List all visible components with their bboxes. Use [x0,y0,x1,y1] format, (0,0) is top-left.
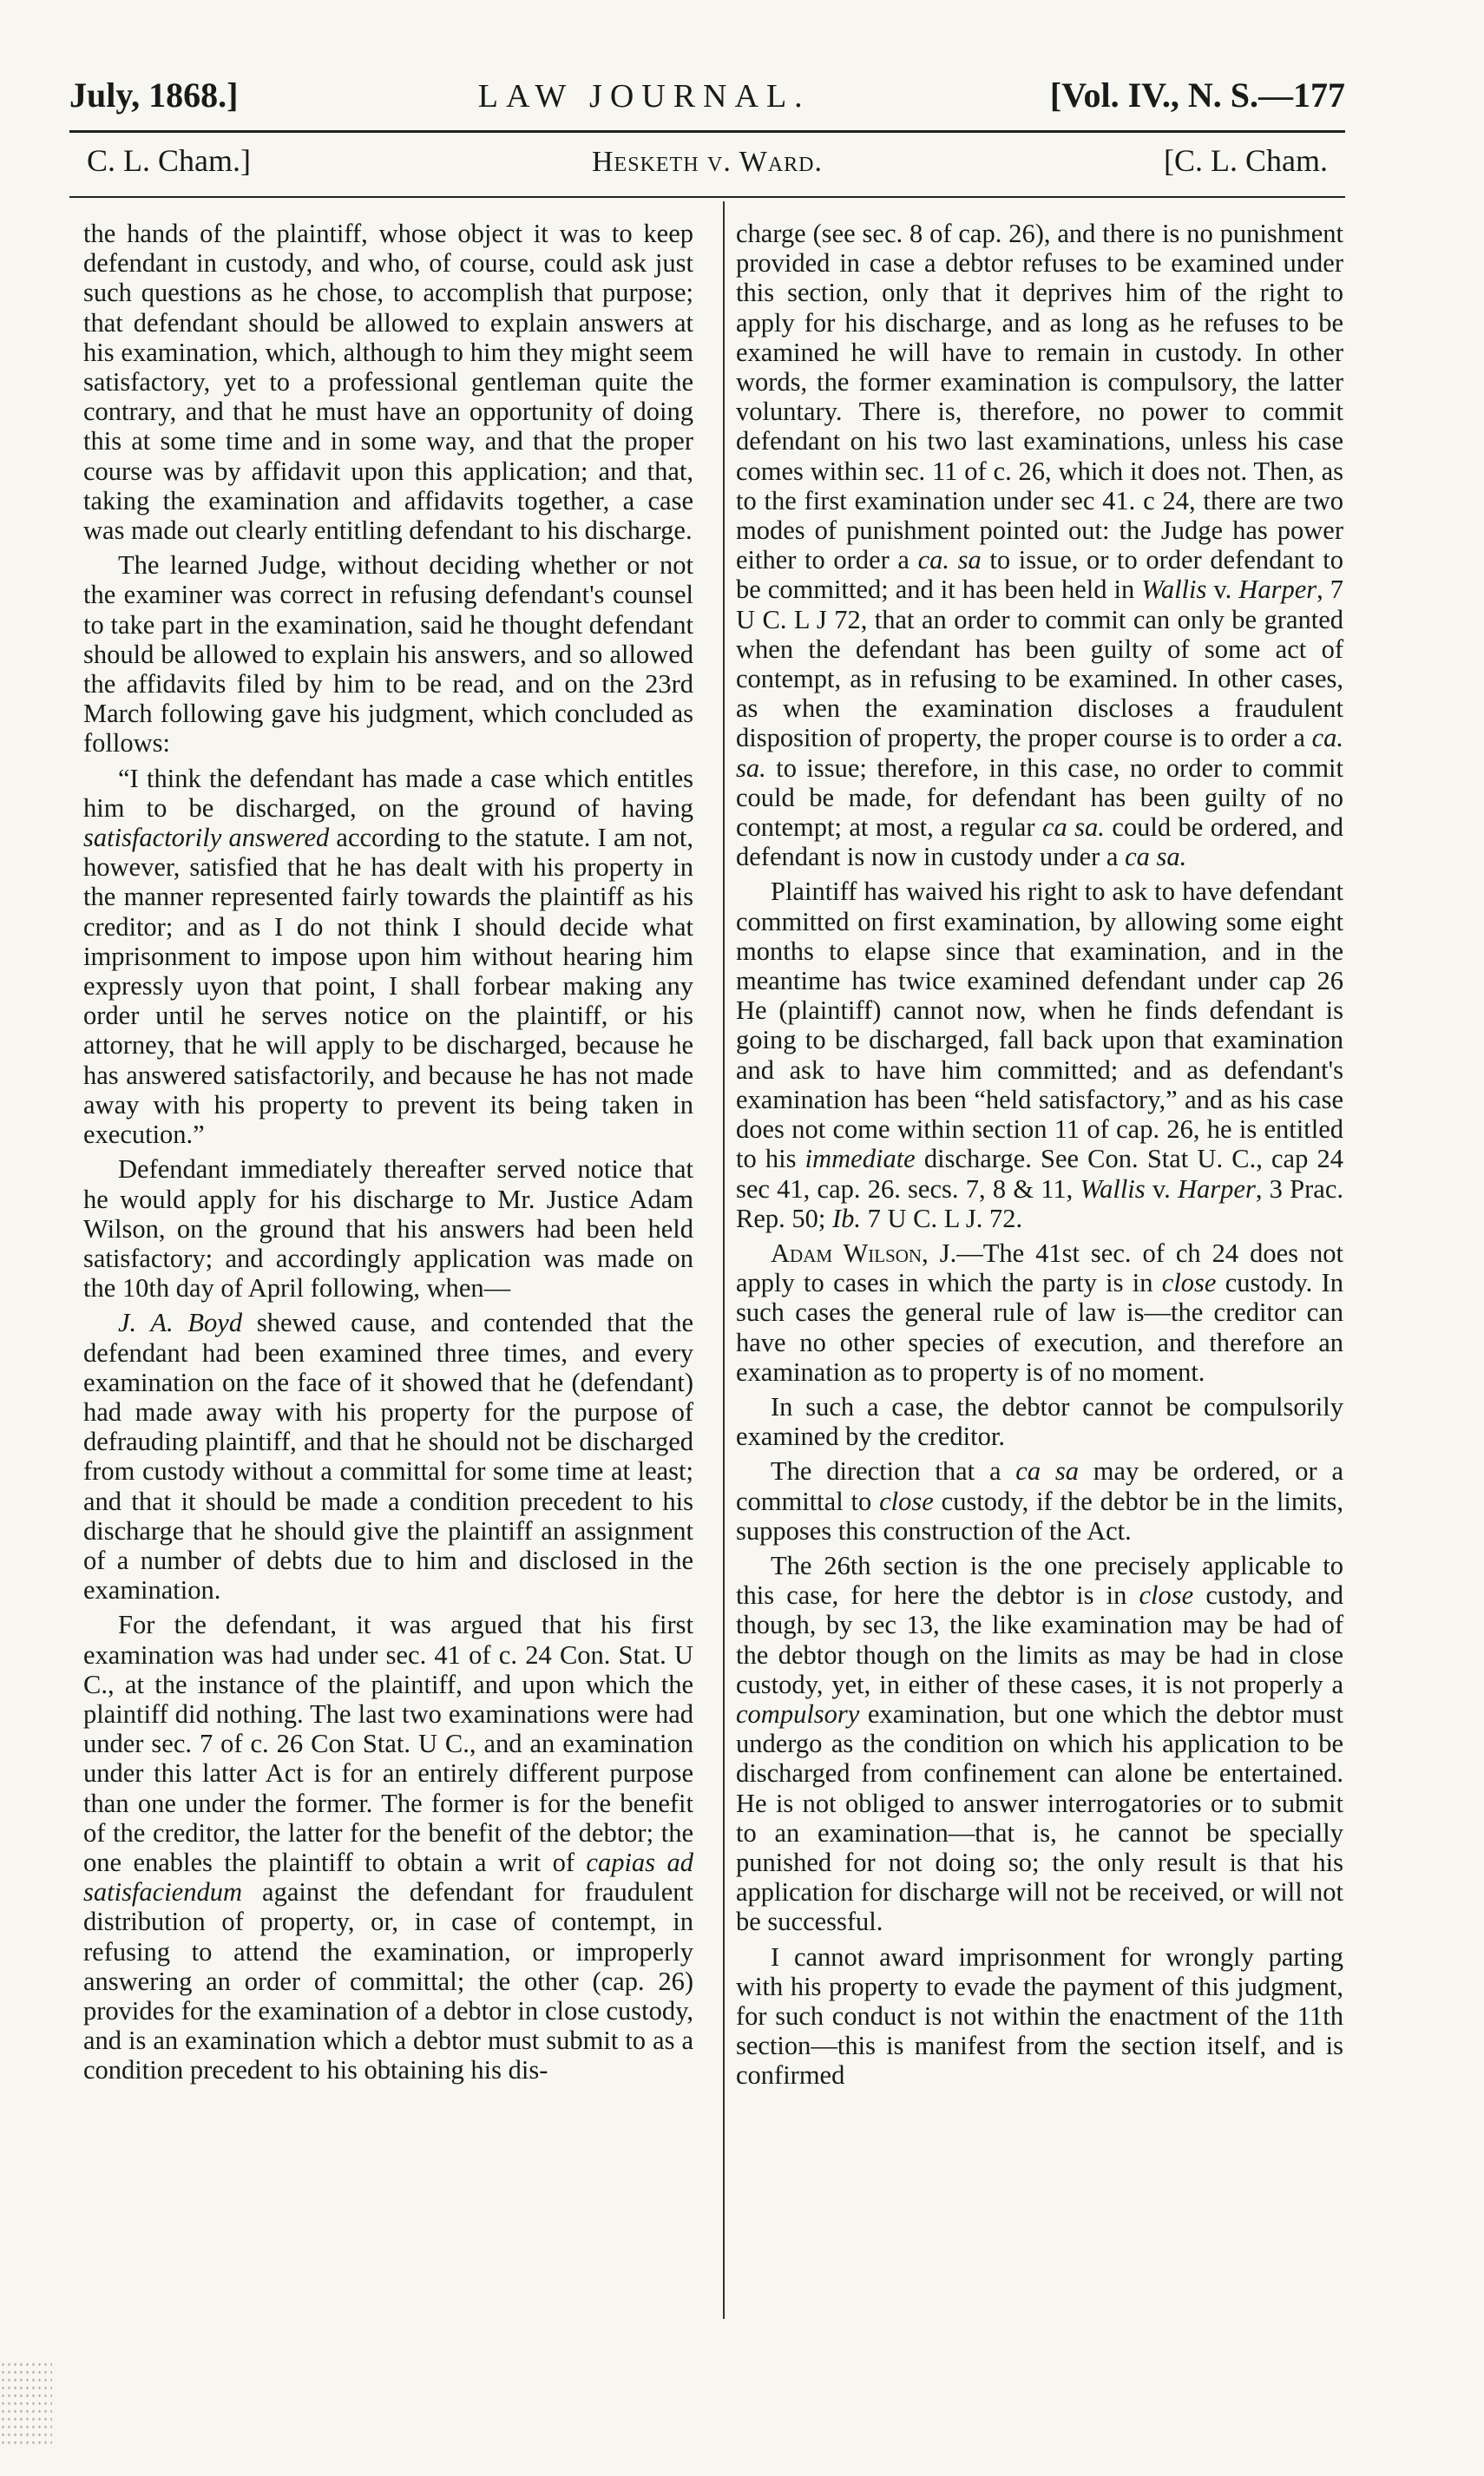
text-run: v. [1145,1173,1179,1204]
left-column [83,219,693,2091]
paragraph: I cannot award imprisonment for wrongly parting with his property to evade the payment of this judgment, for such conduct is not within the enactment of the 11th section—this is manifest from the section itself, and is confirmed [736,1941,1343,2091]
issue-date: July, 1868.] [69,76,239,115]
running-head [69,75,1345,115]
right-column [736,219,1343,2096]
text-run: v. [1206,575,1239,605]
italic-run: ca sa [1015,1456,1079,1487]
italic-run: ca sa. [1041,812,1105,843]
italic-run: close [1161,1268,1217,1298]
paper-speckle [0,2361,52,2447]
text-run: Plaintiff has waived his right to ask to have defendant committed on first examination, by allowing some eight months to elapse since that examination, and in the meantime has twice examined defendant under cap 26 He (plaintiff) cannot now, when he finds defendant is going to be discharged, fall back upon that examination and ask to have him committed; and as defendant's examination has been “held satisfactory,” and as his case does not come within section 11 of cap. 26, he is entitled to his [736,877,1343,1174]
header-rule [69,130,1345,133]
text-run: shewed cause, and contended that the defendant had been examined three times, and every examination on the face of it showed that he (defendant) had made away with his property for the purpose of defrauding plaintiff, and that he should not be discharged from custody without a committal for some time at least; and that it should be made a condition precedent to his discharge that he should give the plaintiff an assignment of a number of debts due to him and disclosed in the examination. [83,1308,693,1606]
text-run: to issue; therefore, in this case, no order to commit could be made, for defendant has been guilty of no contempt; at most, a regular [736,752,1343,843]
text-run: , 7 U C. L J 72, that an order to commit can only be granted when the defendant has been guilty of some act of contempt, as in refusing to be examined. In other cases, as when the examination discloses a fraudulent disposition of property, the proper course is to order a [736,575,1343,753]
paragraph [83,1610,693,2085]
case-title: Hesketh v. Ward. [591,146,824,178]
paragraph: the hands of the plaintiff, whose object it was to keep defendant in custody, and who, of course, could ask just such questions as he chose, to accomplish that purpose; that defendant should be allowed to explain answers at his examination, which, although to him they might seem satisfactory, yet to a professional gentleman quite the contrary, and that he must have an opportunity of doing this at some time and in some way, and that the proper course was by affidavit upon this application; and that, taking the examination and affidavits together, a case was made out clearly entitling defendant to his discharge. [83,219,693,546]
text-run: may be ordered, or a committal to [736,1456,1343,1516]
paragraph [736,1456,1343,1546]
text-run: discharge. See Con. Stat U. C., cap 24 sec 41, cap. 26. secs. 7, 8 & 11, [736,1144,1343,1204]
text-run: custody, if the debtor be in the limits, supposes this construction of the Act. [736,1486,1343,1546]
italic-run: compulsory [736,1698,860,1729]
court-right: [C. L. Cham. [1164,143,1328,178]
paragraph [736,1551,1343,1937]
text-run: could be ordered, and defendant is now in custody under a [736,812,1343,872]
paragraph [736,219,1343,871]
judge-name: Adam Wilson, J. [771,1238,957,1268]
judgment-paragraph [736,1238,1343,1387]
counsel-name: J. A. Boyd [118,1308,243,1338]
case-citation: Wallis [1080,1173,1146,1204]
italic-run: close [879,1486,934,1516]
quoted-judgment [83,764,693,1150]
journal-title: LAW JOURNAL. [477,78,811,115]
italic-run: satisfactorily answered [83,823,330,853]
text-run: For the defendant, it was argued that his first examination was had under sec. 41 of c. 24 Con. Stat. U C., at the instance of the plaintiff, and upon which the plaintiff did nothing. The last two examinations were had under sec. 7 of c. 26 Con Stat. U C., and an examination under this latter Act is for an entirely different purpose than one under the former. The former is for the benefit of the creditor, the latter for the benefit of the debtor; the one enables the plaintiff to obtain a writ of [83,1610,693,1877]
italic-run: ca sa. [1125,842,1187,872]
case-citation: Wallis [1141,575,1207,605]
case-citation: Harper [1178,1173,1256,1204]
paragraph: The learned Judge, without deciding whether or not the examiner was correct in refusing defendant's counsel to take part in the examination, said he thought defendant should be allowed to explain his answers, and so allowed the affidavits filed by him to be read, and on the 23rd March following gave his judgment, which concluded as follows: [83,550,693,759]
text-run: “I think the defendant has made a case which entitles him to be discharged, on the ground of having [83,763,693,823]
column-divider [723,201,725,2319]
case-citation: Harper [1238,575,1317,605]
italic-run: ca. sa. [736,723,1343,783]
italic-run: ca. sa [917,545,982,575]
paragraph [83,1308,693,1605]
text-run: The 26th section is the one precisely applicable to this case, for here the debtor is in [736,1550,1343,1611]
text-run: custody, and though, by sec 13, the like examination may be had of the debtor though on the limits as may be had in close custody, yet, in either of these cases, it is not properly a [736,1580,1344,1699]
text-run: against the defendant for fraudulent distribution of property, or, in case of contempt, in refusing to attend the examination, or improperly answering an order of committal; the other (cap. 26) provides for the examination of a debtor in close custody, and is an examination which a debtor must submit to as a condition precedent to his obtaining his dis- [83,1877,693,2085]
text-run: custody. In such cases the general rule of law is—the creditor can have no other species of execution, and therefore an examination as to property is of no moment. [736,1268,1343,1387]
text-run: The direction that a [771,1456,1016,1487]
text-run: —The 41st sec. of ch 24 does not apply to cases in which the party is in [736,1238,1344,1298]
volume-page: [Vol. IV., N. S.—177 [1049,76,1345,115]
text-run: 7 U C. L J. 72. [861,1203,1023,1233]
paragraph [736,877,1343,1232]
paragraph: In such a case, the debtor cannot be compulsorily examined by the creditor. [736,1391,1343,1452]
text-run: examination, but one which the debtor must undergo as the condition on which his application to be discharged from confinement can alone be entertained. He is not obliged to answer interrogatories or to submit to an examination—that is, he cannot be specially punished for not doing so; the only result is that his application for discharge will not be received, or will not be successful. [736,1698,1343,1937]
italic-run: capias ad satisfaciendum [83,1847,693,1908]
text-run: , 3 Prac. Rep. 50; [736,1173,1343,1233]
case-subheader [87,142,1328,179]
text-run: charge (see sec. 8 of cap. 26), and there is no punishment provided in case a debtor refuses to be examined under this section, only that it deprives him of the right to apply for his discharge, and as long as he refuses to be examined he will have to remain in custody. In other words, the former examination is compulsory, the latter voluntary. There is, therefore, no power to commit defendant on his two last examinations, unless his case comes within sec. 11 of c. 26, which it does not. Then, as to the first examination under sec 41. c 24, there are two modes of punishment pointed out: the Judge has power either to order a [736,219,1343,575]
text-run: to issue, or to order defendant to be committed; and it has been held in [736,545,1343,605]
text-run: according to the statute. I am not, however, satisfied that he has dealt with his property in the manner represented fairly towards the plaintiff as his creditor; and as I do not think I should decide what imprisonment to impose upon him without hearing him expressly uyon that point, I shall forbear making any order until he serves notice on the plaintiff, or his attorney, that he will apply to be discharged, because he has answered satisfactorily, and because he has not made away with his property to prevent its being taken in execution.” [83,823,693,1150]
court-left: C. L. Cham.] [87,143,251,178]
italic-run: immediate [804,1144,916,1174]
italic-run: close [1139,1580,1194,1611]
paragraph: Defendant immediately thereafter served notice that he would apply for his discharge to Mr. Justice Adam Wilson, on the ground that his answers had been held satisfactory; and accordingly application was made on the 10th day of April following, when— [83,1154,693,1304]
subheader-rule [69,196,1345,198]
case-citation: Ib. [831,1203,862,1233]
